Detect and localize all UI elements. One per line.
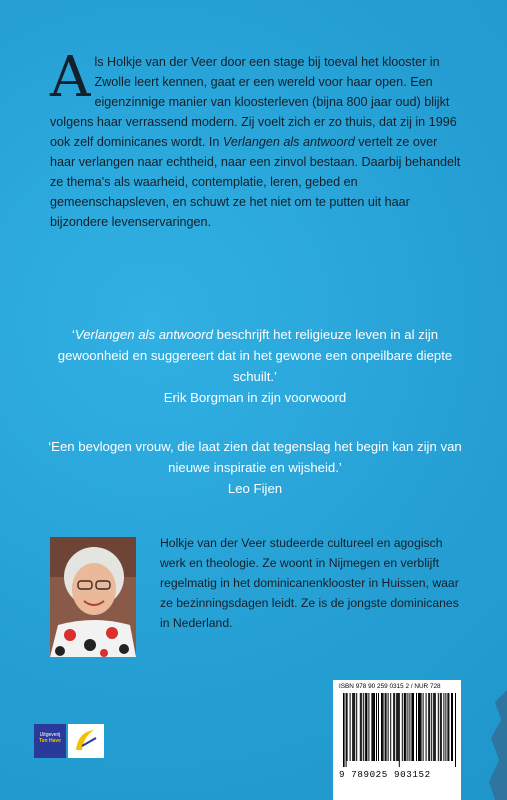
barcode-bar (423, 693, 424, 761)
quote-book-title: Verlangen als antwoord (74, 327, 213, 342)
quote-text: beschrijft het religieuze leven in al zijn gewoonheid en suggereert dat in het gewone een onpeilbare diepte schuilt.’ (57, 327, 453, 384)
barcode-bar (447, 693, 448, 761)
blurb-book-title: Verlangen als antwoord (222, 135, 355, 149)
publisher-line2: Ten Have (39, 738, 61, 744)
blurb-text-part1: ls Holkje van der Veer door een stage bij toeval het klooster in Zwolle leert kennen, gaat er een wereld voor haar open. Een eigenzinnige manier van kloosterleven (bijna 800 jaar oud) blijkt volgens haar verrassend modern. Zij voelt zich er zo thuis, dat zij in 1996 ook zelf dominicanes wordt. In (50, 55, 457, 149)
barcode-bar (398, 693, 399, 761)
barcode-bar (433, 693, 434, 761)
barcode-bar (451, 693, 452, 761)
barcode-bar (428, 693, 429, 761)
barcode-bar (394, 693, 395, 761)
barcode-bar (441, 693, 442, 761)
barcode-bar (365, 693, 366, 761)
author-photo (50, 537, 136, 657)
barcode-bar (346, 693, 347, 767)
barcode-bar (399, 693, 400, 767)
barcode-bar (426, 693, 427, 761)
barcode-bar (361, 693, 362, 761)
barcode-bar (440, 693, 441, 761)
barcode-bar (421, 693, 422, 761)
quote-fijen (45, 436, 465, 499)
barcode-bar (376, 693, 377, 761)
quote-open-mark: ‘ (71, 327, 75, 342)
barcode-bar (388, 693, 389, 761)
barcode-bar (443, 693, 444, 761)
author-bio: Holkje van der Veer studeerde cultureel en agogisch werk en theologie. Ze woont in Nijmegen en verblijft regelmatig in het dominicanenklooster in Huissen, waar ze bezinningsdagen leidt. Ze is de jongste dominicanes in Nederland. (160, 536, 459, 630)
quote-source: Leo Fijen (227, 481, 283, 496)
barcode-bar (373, 693, 375, 761)
barcode-bar (418, 693, 419, 761)
publisher-logo-ten-have (34, 724, 66, 758)
quote-borgman (45, 324, 465, 408)
barcode-bar (452, 693, 453, 761)
quote-text: ‘Een bevlogen vrouw, die laat zien dat tegenslag het begin kan zijn van nieuwe inspiratie en wijsheid.’ (48, 439, 462, 475)
barcode-bar (448, 693, 449, 761)
barcode-bar (350, 693, 351, 761)
barcode-bars (339, 693, 457, 767)
back-cover-blurb (50, 45, 462, 232)
barcode-bar (356, 693, 357, 761)
publisher-line1: Uitgeverij (39, 732, 61, 738)
barcode-bar (409, 693, 410, 761)
barcode-bar (407, 693, 408, 761)
barcode-bar (343, 693, 345, 767)
barcode (333, 680, 461, 800)
barcode-bar (396, 693, 398, 761)
barcode-bar (381, 693, 383, 761)
barcode-bar (431, 693, 432, 761)
blurb-text-part2: vertelt ze over haar verlangen naar echtheid, naar een zinvol bestaan. Daarbij behandelt ze thema's als waarheid, contemplatie, leren, gebed en gemeenschapsleven, en schuwt ze het niet om te putten uit haar bijzondere levenservaringen. (50, 135, 461, 229)
barcode-bar (383, 693, 384, 761)
barcode-bar (416, 693, 417, 761)
corner-wear (455, 690, 507, 800)
barcode-bar (438, 693, 439, 761)
barcode-bar (386, 693, 387, 761)
barcode-bar (393, 693, 394, 761)
barcode-bar (366, 693, 368, 761)
barcode-bar (347, 693, 348, 761)
barcode-bar (411, 693, 413, 761)
barcode-bar (354, 693, 355, 761)
barcode-bar (378, 693, 379, 761)
barcode-bar (419, 693, 421, 761)
barcode-bar (405, 693, 406, 761)
barcode-bar (368, 693, 369, 761)
isbn-label: ISBN 978 90 259 0315 2 / NUR 728 (339, 683, 441, 690)
barcode-bar (434, 693, 436, 761)
barcode-bar (360, 693, 361, 761)
barcode-bar (363, 693, 364, 761)
barcode-bar (404, 693, 406, 761)
barcode-bar (372, 693, 373, 761)
barcode-bar (402, 693, 403, 761)
barcode-bar (352, 693, 353, 761)
barcode-number: 9 789025 903152 (339, 769, 431, 780)
drop-cap: A (50, 45, 91, 110)
barcode-bar (390, 693, 391, 761)
barcode-bar (385, 693, 386, 761)
barcode-bar (413, 693, 414, 761)
quote-source: Erik Borgman in zijn voorwoord (163, 390, 347, 405)
barcode-bar (371, 693, 372, 761)
barcode-bar (353, 693, 354, 761)
barcode-bar (429, 693, 430, 761)
barcode-bar (445, 693, 446, 761)
publisher-emblem-icon (68, 724, 104, 758)
